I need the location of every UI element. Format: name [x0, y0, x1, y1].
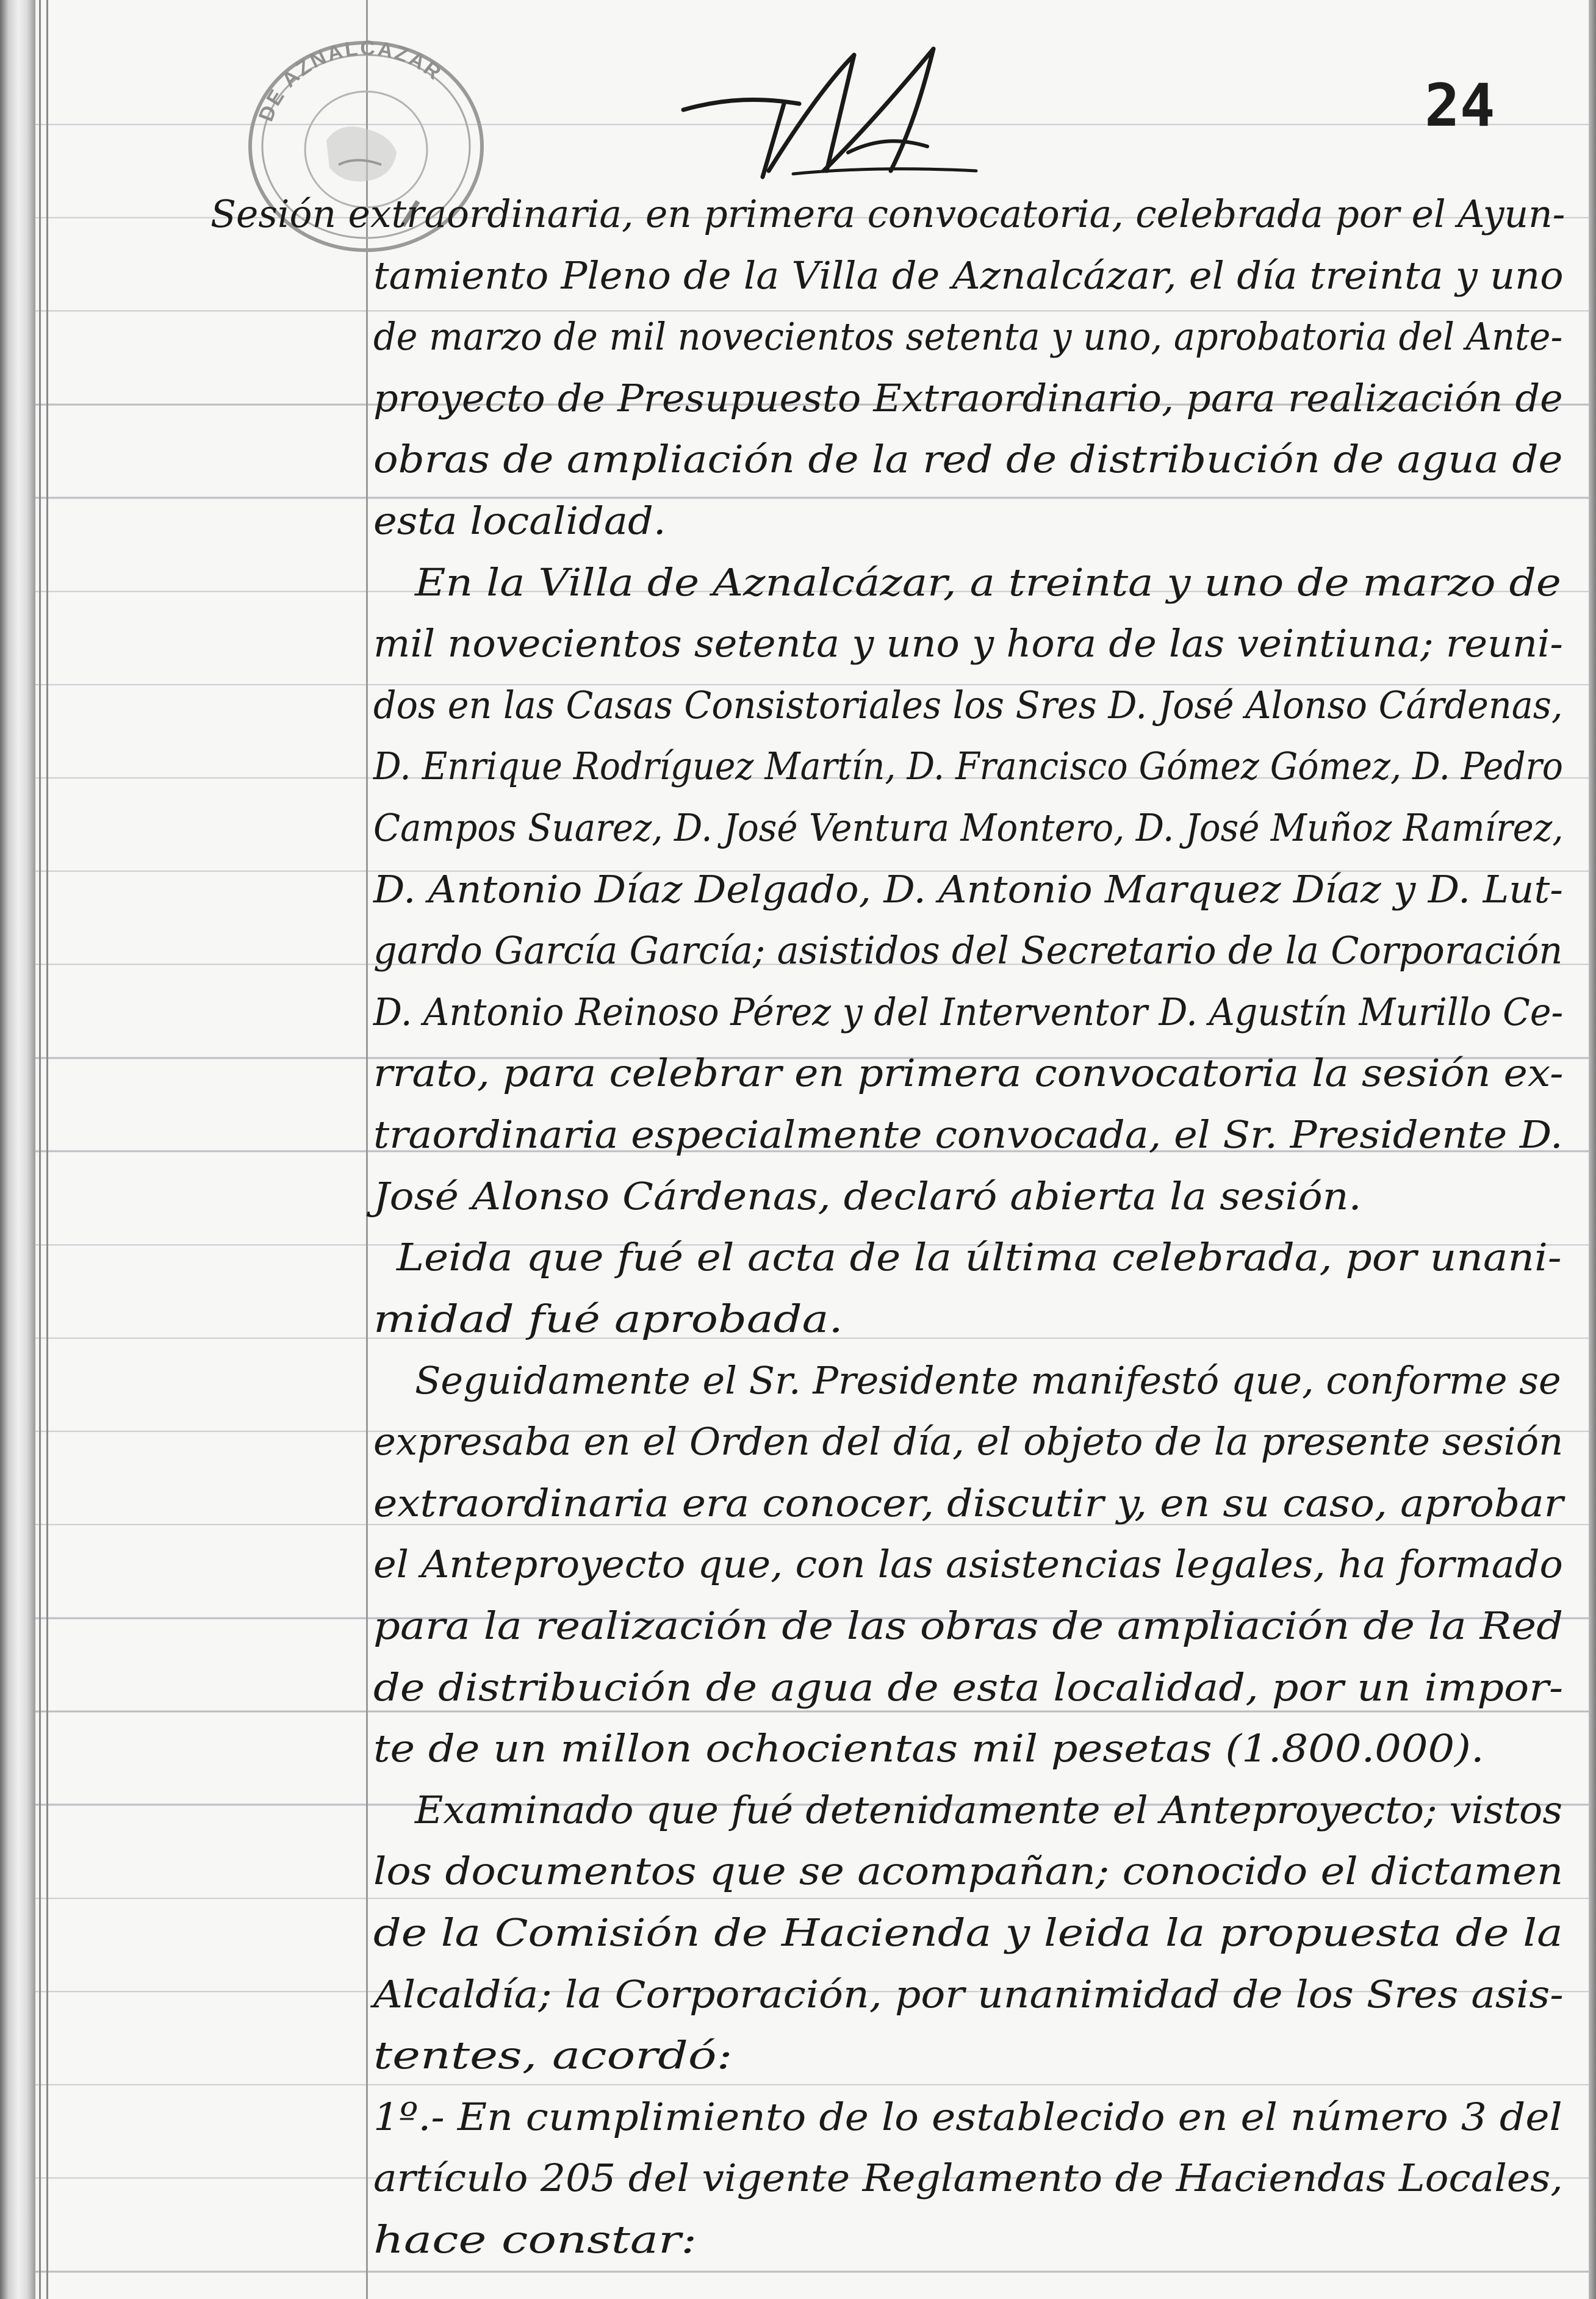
text-line: el Anteproyecto que, con las asistencias legales, ha formado: [373, 1542, 1563, 1586]
text-line: Examinado que fué detenidamente el Anteproyecto; vistos: [415, 1788, 1562, 1832]
text-line: proyecto de Presupuesto Extraordinario, para realización de: [373, 376, 1563, 420]
text-line: tamiento Pleno de la Villa de Aznalcázar, el día treinta y uno: [373, 253, 1564, 298]
text-line: para la realización de las obras de ampliación de la Red: [373, 1603, 1564, 1648]
page-number: 24: [1425, 71, 1495, 140]
text-line: obras de ampliación de la red de distribución de agua de: [373, 437, 1563, 481]
text-line: artículo 205 del vigente Reglamento de Haciendas Locales,: [373, 2156, 1563, 2200]
text-line: de marzo de mil novecientos setenta y uno, aprobatoria del Ante-: [373, 314, 1563, 359]
text-line: José Alonso Cárdenas, declaró abierta la sesión.: [373, 1174, 1362, 1218]
handwritten-rubric-signature: [671, 31, 988, 195]
text-line: midad fué aprobada.: [373, 1297, 843, 1341]
text-line: te de un millon ochocientas mil pesetas (1.800.000).: [373, 1726, 1484, 1771]
text-line: 1º.- En cumplimiento de lo establecido en el número 3 del: [373, 2095, 1562, 2139]
text-line: Leida que fué el acta de la última celebrada, por unani-: [397, 1235, 1562, 1279]
text-line: hace constar:: [373, 2217, 697, 2262]
text-line: D. Antonio Díaz Delgado, D. Antonio Marquez Díaz y D. Lut-: [373, 867, 1563, 912]
binding-rule: [39, 0, 41, 2299]
text-line: gardo García García; asistidos del Secretario de la Corporación: [373, 928, 1563, 973]
page-right-edge: [1589, 0, 1596, 2299]
text-line: En la Villa de Aznalcázar, a treinta y uno de marzo de: [415, 560, 1561, 605]
text-line: extraordinaria era conocer, discutir y, en su caso, aprobar: [373, 1481, 1564, 1525]
text-line: Alcaldía; la Corporación, por unanimidad de los Sres asis-: [373, 1972, 1564, 2017]
text-line: de la Comisión de Hacienda y leida la propuesta de la: [373, 1910, 1563, 1955]
binding-rule: [46, 0, 48, 2299]
binding-edge: [0, 0, 35, 2299]
text-line: Seguidamente el Sr. Presidente manifestó que, conforme se: [415, 1358, 1561, 1403]
text-line: D. Antonio Reinoso Pérez y del Interventor D. Agustín Murillo Ce-: [373, 990, 1564, 1034]
text-line: dos en las Casas Consistoriales los Sres D. José Alonso Cárdenas,: [373, 683, 1563, 727]
text-line: rrato, para celebrar en primera convocatoria la sesión ex-: [373, 1051, 1564, 1095]
margin-rule: [366, 0, 368, 2299]
seal-text: DE AZNALCAZAR: [254, 36, 447, 125]
text-line: Sesión extraordinaria, en primera convocatoria, celebrada por el Ayun-: [210, 192, 1565, 236]
text-line: de distribución de agua de esta localidad, por un impor-: [373, 1665, 1564, 1710]
text-line: esta localidad.: [373, 498, 666, 543]
text-line: tentes, acordó:: [373, 2033, 733, 2078]
svg-text:DE AZNALCAZAR: [254, 37, 447, 125]
text-line: Campos Suarez, D. José Ventura Montero, D. José Muñoz Ramírez,: [373, 805, 1564, 850]
text-line: los documentos que se acompañan; conocido el dictamen: [373, 1849, 1564, 1893]
text-line: mil novecientos setenta y uno y hora de las veintiuna; reuni-: [373, 621, 1563, 666]
text-line: D. Enrique Rodríguez Martín, D. Francisco Gómez Gómez, D. Pedro: [373, 744, 1564, 788]
text-line: expresaba en el Orden del día, el objeto de la presente sesión: [373, 1419, 1564, 1464]
text-line: traordinaria especialmente convocada, el Sr. Presidente D.: [373, 1112, 1563, 1157]
